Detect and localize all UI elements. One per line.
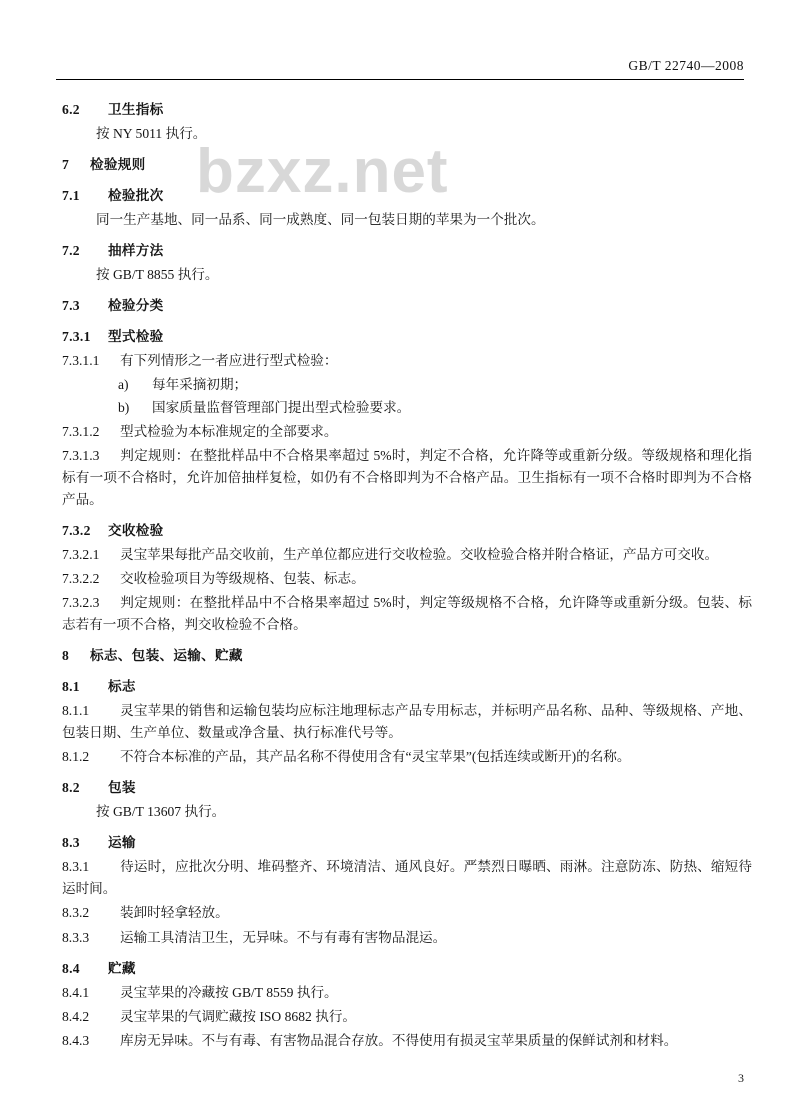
clause-number: 7.3.1.3 [62, 448, 100, 464]
list-item-text: 国家质量监督管理部门提出型式检验要求。 [152, 400, 411, 416]
section-heading [62, 154, 752, 176]
numbered-paragraph [62, 544, 752, 566]
clause-text: 灵宝苹果的气调贮藏按 ISO 8682 执行。 [120, 1008, 357, 1024]
section-title: 贮藏 [108, 960, 136, 976]
numbered-paragraph [62, 1006, 752, 1028]
clause-text: 型式检验为本标准规定的全部要求。 [120, 424, 338, 440]
section-title: 标志 [108, 679, 136, 695]
section-number: 7 [62, 157, 70, 173]
section-heading [62, 295, 752, 317]
numbered-paragraph [62, 700, 752, 744]
clause-text: 有下列情形之一者应进行型式检验： [120, 353, 338, 369]
header-divider [56, 79, 744, 80]
section-heading [62, 645, 752, 667]
clause-number: 8.4.3 [62, 1032, 90, 1048]
clause-text: 库房无异味。不与有毒、有害物品混合存放。不得使用有损灵宝苹果质量的保鲜试剂和材料。 [120, 1032, 678, 1048]
section-number: 7.2 [62, 243, 80, 259]
clause-number: 8.1.1 [62, 703, 90, 719]
section-title: 检验批次 [108, 188, 164, 204]
numbered-paragraph [62, 568, 752, 590]
section-number: 8.4 [62, 960, 80, 976]
section-title: 检验规则 [90, 157, 146, 173]
clause-number: 7.3.2.3 [62, 595, 100, 611]
section-title: 包装 [108, 780, 136, 796]
numbered-paragraph [62, 982, 752, 1004]
section-number: 7.3.2 [62, 523, 91, 539]
section-heading [62, 777, 752, 799]
clause-text: 判定规则：在整批样品中不合格果率超过 5%时，判定等级规格不合格，允许降等或重新分级。包装、标志若有一项不合格，判交收检验不合格。 [62, 595, 752, 633]
paragraph: 按 GB/T 8855 执行。 [96, 267, 219, 283]
clause-number: 8.4.2 [62, 1008, 90, 1024]
section-heading [62, 326, 752, 348]
numbered-paragraph [62, 445, 752, 511]
numbered-paragraph [62, 421, 752, 443]
section-heading [62, 958, 752, 980]
numbered-paragraph [62, 350, 752, 372]
section-number: 7.3.1 [62, 329, 91, 345]
clause-number: 8.1.2 [62, 749, 90, 765]
section-heading [62, 520, 752, 542]
document-body [62, 90, 752, 1054]
section-number: 8 [62, 648, 70, 664]
list-item-marker: b) [118, 400, 130, 416]
numbered-paragraph [62, 592, 752, 636]
clause-number: 7.3.2.2 [62, 571, 100, 587]
numbered-paragraph [62, 856, 752, 900]
section-number: 7.1 [62, 188, 80, 204]
page-number: 3 [738, 1071, 744, 1085]
list-item [62, 397, 752, 419]
clause-text: 运输工具清洁卫生，无异味。不与有毒有害物品混运。 [120, 929, 447, 945]
paragraph: 按 GB/T 13607 执行。 [96, 804, 226, 820]
list-item-text: 每年采摘初期； [152, 377, 248, 393]
section-heading [62, 240, 752, 262]
section-number: 8.1 [62, 679, 80, 695]
clause-text: 交收检验项目为等级规格、包装、标志。 [120, 571, 365, 587]
clause-number: 7.3.2.1 [62, 547, 100, 563]
clause-number: 8.3.3 [62, 929, 90, 945]
section-title: 交收检验 [108, 523, 164, 539]
section-heading [62, 185, 752, 207]
clause-text: 判定规则：在整批样品中不合格果率超过 5%时，判定不合格，允许降等或重新分级。等级规格和理化指标有一项不合格时，允许加倍抽样复检，如仍有不合格即判为不合格产品。卫生指标有一项不合格时即判为不合格产品。 [62, 448, 752, 508]
clause-text: 不符合本标准的产品，其产品名称不得使用含有“灵宝苹果”(包括连续或断开)的名称。 [120, 749, 631, 765]
clause-number: 7.3.1.2 [62, 424, 100, 440]
numbered-paragraph [62, 746, 752, 768]
section-title: 标志、包装、运输、贮藏 [90, 648, 243, 664]
paragraph: 按 NY 5011 执行。 [96, 126, 207, 142]
section-number: 8.2 [62, 780, 80, 796]
numbered-paragraph [62, 927, 752, 949]
watermark-text: bzxz.net [196, 137, 449, 206]
clause-number: 8.4.1 [62, 984, 90, 1000]
clause-text: 灵宝苹果的冷藏按 GB/T 8559 执行。 [120, 984, 338, 1000]
section-title: 型式检验 [108, 329, 164, 345]
clause-number: 8.3.2 [62, 905, 90, 921]
paragraph: 同一生产基地、同一品系、同一成熟度、同一包装日期的苹果为一个批次。 [96, 212, 545, 228]
section-title: 抽样方法 [108, 243, 164, 259]
clause-number: 8.3.1 [62, 859, 90, 875]
section-heading [62, 99, 752, 121]
section-title: 卫生指标 [108, 102, 164, 117]
section-heading [62, 832, 752, 854]
clause-text: 装卸时轻拿轻放。 [120, 905, 229, 921]
list-item-marker: a) [118, 377, 129, 393]
section-title: 检验分类 [108, 298, 164, 314]
page-header-standard-number: GB/T 22740—2008 [628, 58, 744, 73]
list-item [62, 374, 752, 396]
section-heading [62, 676, 752, 698]
section-number: 8.3 [62, 835, 80, 851]
numbered-paragraph [62, 1030, 752, 1052]
clause-text: 待运时，应批次分明、堆码整齐、环境清洁、通风良好。严禁烈日曝晒、雨淋。注意防冻、防热、缩短待运时间。 [62, 859, 752, 897]
clause-text: 灵宝苹果每批产品交收前，生产单位都应进行交收检验。交收检验合格并附合格证，产品方可交收。 [120, 547, 719, 563]
section-number: 7.3 [62, 298, 80, 314]
clause-number: 7.3.1.1 [62, 353, 100, 369]
section-number: 6.2 [62, 102, 80, 117]
clause-text: 灵宝苹果的销售和运输包装均应标注地理标志产品专用标志，并标明产品名称、品种、等级规格、产地、包装日期、生产单位、数量或净含量、执行标准代号等。 [62, 703, 752, 741]
numbered-paragraph [62, 902, 752, 924]
section-title: 运输 [108, 835, 136, 851]
